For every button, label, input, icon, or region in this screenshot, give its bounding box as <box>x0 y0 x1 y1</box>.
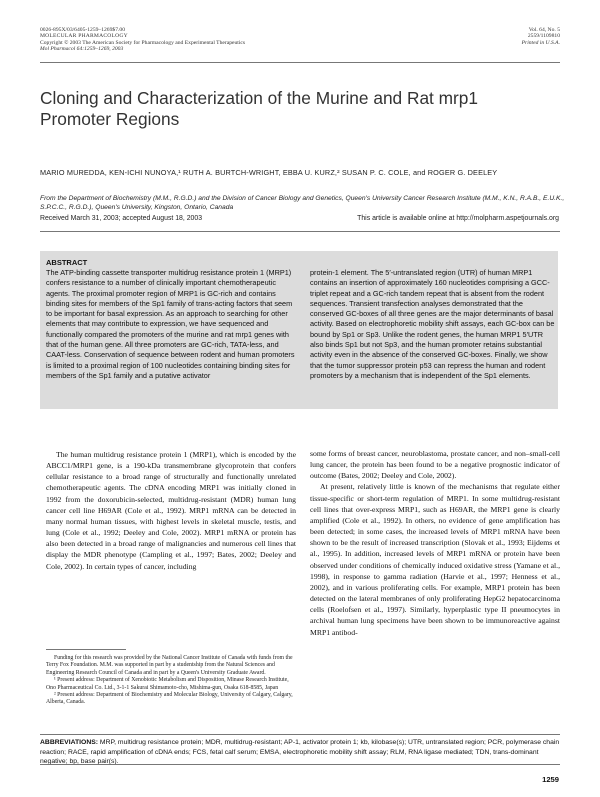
affiliation: From the Department of Biochemistry (M.M., R.G.D.) and the Division of Cancer Biology and Genetics, Queen's University Cancer Research Institute (M.M., K.N., R.A.B., E.U.K., S.P.C.C., R.G.D.), Queen's University, Kingston, Ontario, Canada <box>40 195 565 212</box>
footnote-funding: Funding for this research was provided by the National Cancer Institute of Canada with funds from the Terry Fox Foundation. M.M. was supported in part by a studentship from the Natural Sciences and Engineering Research Council of Canada and in part by a Queen's University Graduate Award. <box>46 655 293 676</box>
footnote-2: ² Present address: Department of Biochemistry and Molecular Biology, University of Calgary, Calgary, Alberta, Canada. <box>46 692 293 706</box>
body-column-left <box>46 449 296 572</box>
body-column-right <box>310 448 560 638</box>
header-line-volume: Vol. 64, No. 5 <box>528 27 560 33</box>
footnotes <box>46 655 296 707</box>
body-paragraph: At present, relatively little is known of the mechanisms that regulate either tissue-specific or short-term regulation of MRP1. In some multidrug-resistant cell lines that over-express MRP1, such as H69AR, the MRP1 gene is clearly amplified (Cole et al., 1992). In others, no evidence of gene amplification has been detected; in some cases, the increased levels of MRP1 mRNA have been shown to be the result of increased transcription (Slovak et al., 1993; Eijdems et al., 1995). In addition, increased levels of MRP1 mRNA or protein have been observed under conditions of chemically induced oxidative stress (Yamane et al., 1998), in response to gamma radiation (Harvie et al., 1997; Henness et al., 2002), and in various proliferating cells. For example, MRP1 protein has been detected on the lateral membranes of only proliferating HepG2 hepatocarcinoma cells (Roelofsen et al., 1997). Similarly, hyperplastic type II pneumocytes in archival human lung specimens have been shown to be immunoreactive against MRP1 antibod- <box>310 482 560 637</box>
header-line-printed: Printed in U.S.A. <box>521 39 560 46</box>
abbreviations-label: ABBREVIATIONS: <box>40 739 99 746</box>
abstract-column-right: protein-1 element. The 5′-untranslated region (UTR) of human MRP1 contains an insertion of approximately 160 nucleotides comprising a GCC-triplet repeat and a GC-rich tandem repeat that is absent from the rodent sequences. Transient transfection analyses demonstrated that the conserved GC-boxes of all three genes are the major determinants of basal activity. Based on electrophoretic mobility shift assays, each GC-box can be bound by Sp1 or Sp3. Unlike the rodent genes, the human MRP1 5′UTR also binds Sp1 but not Sp3, and the human promoter retains substantial activity even in the absence of the conserved GC-boxes. Finally, we show that the tumor suppressor protein p53 can repress the human and rodent promoters by a mechanism that is independent of the Sp1 elements. <box>310 268 555 380</box>
body-paragraph: The human multidrug resistance protein 1 (MRP1), which is encoded by the ABCC1/MRP1 gene, is a 190-kDa transmembrane glycoprotein that confers cellular resistance to a broad range of structurally and functionally unrelated chemotherapeutic agents. The cDNA encoding MRP1 was initially cloned in 1992 from the doxorubicin-selected, multidrug-resistant (MDR) human lung cancer cell line H69AR (Cole et al., 1992). MRP1 mRNA can be detected in many normal human tissues, with highest levels in skeletal muscle, testis, and lung (Cole et al., 1992; Deeley and Cole, 2002). MRP1 mRNA or protein has also been detected in a broad range of malignancies and numerous cell lines that display the MDR phenotype (Campling et al., 1997; Bates, 2002; Deeley and Cole, 2002). In certain types of cancer, including <box>46 450 296 571</box>
journal-header-left <box>40 27 245 52</box>
header-line-citation: Mol Pharmacol 64:1259–1269, 2003 <box>40 45 124 52</box>
author-list: MARIO MUREDDA, KEN-ICHI NUNOYA,¹ RUTH A. BURTCH-WRIGHT, EBBA U. KURZ,² SUSAN P. C. COLE, and ROGER G. DEELEY <box>40 168 498 177</box>
header-divider <box>40 62 560 63</box>
abbreviations <box>40 734 560 767</box>
online-availability: This article is available online at http://molpharm.aspetjournals.org <box>357 215 559 222</box>
footnote-rule <box>46 649 126 650</box>
abstract-heading: ABSTRACT <box>46 258 88 267</box>
received-dates: Received March 31, 2003; accepted August 18, 2003 <box>40 215 203 222</box>
metadata-divider <box>40 231 560 232</box>
header-line-journal: MOLECULAR PHARMACOLOGY <box>40 33 128 40</box>
header-line-issn: 0026-895X/03/6405-1259–1269$7.00 <box>40 27 125 33</box>
header-line-id: 2559/1109810 <box>527 33 560 40</box>
journal-header-right <box>522 27 560 46</box>
page-number: 1259 <box>542 775 559 784</box>
footnote-1: ¹ Present address: Department of Xenobiotic Metabolism and Disposition, Minase Research Institute, Ono Pharmaceutical Co. Ltd., 3-1-1 Sakurai Shimamoto-cho, Mishima-gun, Osaka 618-8585, Japan <box>46 677 289 691</box>
abstract-column-left: The ATP-binding cassette transporter multidrug resistance protein 1 (MRP1) confers resistance to a number of clinically important chemotherapeutic agents. The proximal promoter region of MRP1 is GC-rich and contains binding sites for members of the Sp1 family of trans-acting factors that seem to be important for basal expression. As an approach to searching for other elements that may contribute to expression, we have sequenced and functionally compared the promoters of the murine and rat mrp1 genes with that of the human gene. All three promoters are GC-rich, TATA-less, and CAAT-less. Conservation of sequence between rodent and human promoters is limited to a proximal region of 100 nucleotides containing binding sites for members of the Sp1 family and a putative activator <box>46 268 295 380</box>
body-paragraph: some forms of breast cancer, neuroblastoma, prostate cancer, and non–small-cell lung cancer, the protein has been found to be a negative prognostic indicator of outcome (Bates, 2002; Deeley and Cole, 2002). <box>310 449 560 481</box>
abbreviations-text: MRP, multidrug resistance protein; MDR, multidrug-resistant; AP-1, activator protein 1; kb, kilobase(s); UTR, untranslated region; PCR, polymerase chain reaction; RACE, rapid amplification of cDNA ends; FCS, fetal calf serum; EMSA, electrophoretic mobility shift assay; RLM, RNA ligase mediated; TDN, trans-dominant negative; bp, base pair(s). <box>40 739 560 766</box>
header-line-copyright: Copyright © 2003 The American Society for Pharmacology and Experimental Therapeutics <box>40 39 246 46</box>
abbreviations-divider <box>40 764 560 765</box>
article-title: Cloning and Characterization of the Murine and Rat mrp1 Promoter Regions <box>40 88 479 129</box>
